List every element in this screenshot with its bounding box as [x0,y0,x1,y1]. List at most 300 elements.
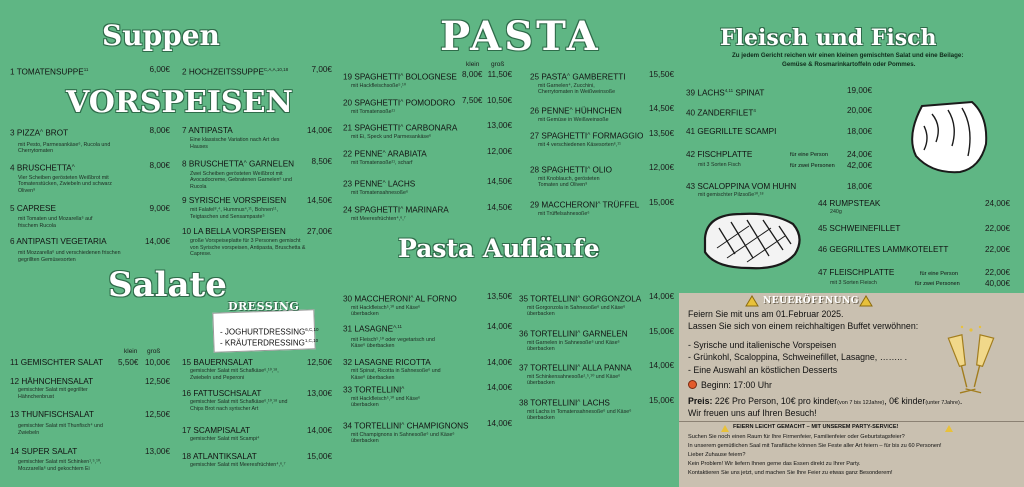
menu-item [686,106,756,119]
item-price: 14,00€ [486,419,512,428]
item-price: 19,00€ [846,86,872,95]
item-description: mit Hackfleischsoße⁵,¹⁰ [351,82,406,89]
item-number: 32 [343,358,353,367]
menu-item [530,163,640,189]
party-line-3: Lieber Zuhause feiern? [688,452,746,458]
item-name-suffix: FORMAGGIO [590,131,644,141]
item-name: BAUERNSALAT [193,358,253,367]
item-name: FLEISCHPLATTE [829,268,895,277]
item-name: PASTA [541,72,568,82]
celebration-icon [944,424,954,433]
item-price: 14,00€ [306,426,332,435]
allergen-code: A [71,163,75,168]
allergen-code: 4,11 [724,88,734,93]
item-price: 14,50€ [486,203,512,212]
item-description: mit Trüffelsahnesoße⁶ [538,210,590,217]
allergen-code: A [401,421,405,426]
event-title: NEUERÖFFNUNG [763,296,859,306]
menu-item [343,203,463,222]
menu-item [530,129,644,148]
dressing-kraeuter: - $KRÄUTERDRESSING^{1,C,10}$ [220,338,319,348]
item-name: BRUSCHETTA [188,159,244,169]
item-description: mit Tomatensoße¹¹, scharf [351,159,413,166]
allergen-code: 11 [83,67,89,72]
item-description: mit Champignons in Sahnesoße⁶ und Käse⁶ überbacken [351,431,455,445]
menu-item [10,126,130,155]
menu-item [519,292,642,318]
menu-item [10,204,130,229]
menu-item [818,245,948,255]
menu-item [530,70,640,96]
allergen-code: A [382,179,386,184]
item-number: 9 [182,196,187,205]
item-price: 22,00€ [984,245,1010,254]
item-price: 13,00€ [144,447,170,456]
item-description: mit Gorgonzola in Sahnesoße⁶ und Käse⁶ überbacken [527,304,626,318]
item-name: SCAMPISALAT [193,426,251,435]
item-description: mit Pesto, Parmesankäse⁶, Rucola und Cherrytomaten [18,141,111,155]
item-number: 24 [343,205,353,215]
allergen-code: A [577,363,581,368]
allergen-code: A [569,106,573,111]
column-klein: klein [124,348,138,355]
champagne-glasses-icon [926,322,1016,402]
item-price: 14,50€ [486,177,512,186]
menu-item [182,65,288,78]
allergen-code: C,A,A,10,18 [263,67,289,72]
item-name: ANTIPASTI VEGETARIA [16,237,107,246]
item-name-suffix: OLIO [590,165,613,175]
item-number: 43 [686,182,696,191]
item-description: große Vorspeiseplatte für 3 Personen gemischt von Syrische vorspeisen, Antipasta, Bruschetta & Caprese. [190,238,306,258]
celebration-icon [744,295,760,307]
item-name-suffix: LACHS [580,398,610,408]
item-number: 11 [10,358,19,367]
item-name: PENNE [541,106,570,116]
portion-one-person: für eine Person [790,152,828,158]
item-name-suffix: GARNELEN [580,329,628,339]
item-name: PENNE [354,179,383,189]
portion-two-persons: für zwei Personen [915,281,960,287]
item-price: 24,00€ [846,150,872,159]
item-name-suffix: GORGONZOLA [580,294,642,304]
fish-fillet-icon [902,96,992,176]
column-klein: klein [466,61,480,68]
item-name: SCHWEINEFILLET [829,224,901,233]
party-line-2: In unserem gemütlichen Saal mit Tarafläche können Sie Feste aller Art feiern – für bis zu 60 Personen! [688,443,942,449]
item-name-suffix: ARABIATA [385,149,427,159]
heading-fleisch-fisch: Fleisch und Fisch [720,25,937,51]
item-name-suffix: TRÜFFEL [600,200,640,210]
item-price: 22,00€ [984,268,1010,277]
menu-item [519,361,639,387]
item-number: 22 [343,149,353,159]
item-price: 18,00€ [846,182,872,191]
item-number: 10 [182,227,192,236]
item-name: TORTELLINI [530,363,578,373]
heading-suppen: Suppen [102,19,220,52]
item-description: mit Meeresfrüchten⁴,⁶,⁷ [351,215,406,222]
item-description: mit 3 Sorten Fleisch [830,280,877,286]
item-number: 35 [519,294,529,304]
item-price: 18,00€ [846,127,872,136]
item-name-suffix: SPINAT [733,88,765,98]
celebration-icon [858,295,874,307]
item-price: 14,00€ [144,237,170,246]
party-line-4: Kein Problem! Wir liefern Ihnen gerne das Essen direkt zu Ihrer Party. [688,461,861,467]
item-name: SYRISCHE VORSPEISEN [188,196,287,205]
menu-item [343,292,463,318]
item-price: 14,00€ [306,126,332,135]
menu-item [343,322,463,350]
item-price: 13,00€ [486,121,512,130]
item-description: gemischter Salat mit gegrillter Hähnchenbrust [18,387,88,400]
menu-item [686,182,796,199]
panel-divider [679,421,1024,422]
item-price: 14,00€ [648,292,674,301]
menu-item [818,268,894,287]
item-price-klein: 5,50€ [118,358,139,367]
item-name: TORTELLINI [530,329,578,339]
item-name: SPAGHETTI [354,98,401,108]
item-name: MACCHERONI [354,294,411,304]
item-number: 13 [10,410,20,419]
item-description: gemischter Salat mit Thunfisch⁴ und Zwiebeln [18,423,103,436]
menu-item [182,196,312,220]
item-name: TORTELLINI [354,385,402,395]
item-price: 10,50€ [486,96,512,105]
item-description: mit 4 verschiedenen Käsesorten⁶,¹¹ [538,141,621,148]
item-price: 13,50€ [486,292,512,301]
menu-item [182,157,312,191]
item-name-suffix: POMODORO [403,98,456,108]
item-price-two-persons: 42,00€ [846,161,872,170]
item-description: Zwei Scheiben gerösteten Weißbrot mit Avocadocreme, Gebratenen Garnelen⁶ und Rucola [190,170,292,190]
menu-item [343,358,463,381]
item-name: PIZZA [16,128,41,138]
item-number: 1 [10,67,15,77]
item-name-suffix: CARBONARA [403,123,458,133]
item-number: 33 [343,385,353,395]
item-name: GEMISCHTER SALAT [20,358,103,367]
item-name-suffix: ALLA PANNA [580,363,632,373]
menu-item [343,96,463,115]
item-price: 10,00€ [144,358,170,367]
item-number: 40 [686,108,696,118]
item-number: 30 [343,294,353,304]
heading-pasta: PASTA [440,13,601,60]
celebration-icon [720,424,730,433]
item-description: mit Falafel⁸,⁴, Hummus⁴,¹¹, Bohnen¹¹, Teigtaschen und Sensampaste⁵ [190,207,279,220]
item-price: 15,00€ [306,452,332,461]
menu-item [686,150,752,169]
item-number: 25 [530,72,540,82]
item-description: mit 3 Sorten Fisch [698,162,741,168]
item-price-two-persons: 40,00€ [984,279,1010,288]
item-price: 22,00€ [984,224,1010,233]
menu-item [343,177,463,196]
item-number: 2 [182,67,187,77]
column-gross: groß [147,348,161,355]
menu-item [530,198,640,217]
item-number: 7 [182,126,187,135]
item-number: 5 [10,204,15,213]
event-line-2: Lassen Sie sich von einem reichhaltigen Buffet verwöhnen: [688,321,919,331]
allergen-code: A [587,131,591,136]
item-price: 13,00€ [306,389,332,398]
item-name-suffix: HÜHNCHEN [572,106,622,116]
item-number: 38 [519,398,529,408]
item-name: ATLANTIKSALAT [192,452,257,461]
item-description: mit Lachs in Tomatensahnesoße⁶ und Käse⁶ überbacken [527,408,632,422]
item-number: 27 [530,131,540,141]
item-name: TOMATENSUPPE [16,67,84,77]
item-description: gemischter Salat mit Meeresfrüchten⁴,⁶,⁷ [190,462,286,468]
item-name-suffix: LACHS [385,179,416,189]
item-number: 41 [686,127,696,136]
item-number: 36 [519,329,529,339]
allergen-code: A [577,398,581,403]
item-name: SCALOPPINA VOM HUHN [697,182,797,191]
event-line-1: Feiern Sie mit uns am 01.Februar 2025. [688,309,844,319]
heading-salate: Salate [108,265,227,305]
item-price: 14,50€ [306,196,332,205]
item-description: mit Hackfleisch⁵,¹⁰ und Käse⁶ überbacken [351,395,421,409]
item-number: 47 [818,268,828,277]
item-description: mit Mozzarella⁶ und verschiedenen frischen gegrillten Gemüsesorten [18,250,121,263]
menu-item [686,86,764,99]
event-bullet-3: - Eine Auswahl an köstlichen Desserts [688,365,838,375]
item-price: 12,50€ [306,358,332,367]
item-number: 45 [818,224,828,233]
event-begin: Beginn: 17:00 Uhr [688,380,772,391]
item-description: mit Knoblauch, gerösteten Tomaten und Oliven⁹ [538,175,600,189]
allergen-code: A [577,294,581,299]
menu-item [530,104,640,123]
item-number: 23 [343,179,353,189]
item-number: 4 [10,163,15,173]
menu-item [343,70,463,89]
menu-item [343,419,473,445]
item-description: mit Tomaten und Mozarella⁶ auf frischem Rucola [18,216,93,229]
item-number: 37 [519,363,529,373]
item-name-suffix: MARINARA [403,205,449,215]
item-name: SPAGHETTI [354,72,401,82]
dressing-title: DRESSING [228,300,300,313]
item-number: 20 [343,98,353,108]
item-price: 14,00€ [648,361,674,370]
item-number: 3 [10,128,15,138]
item-name: THUNFISCHSALAT [21,410,94,419]
item-number: 15 [182,358,192,367]
heading-pasta-auflaeufe: Pasta Aufläufe [398,234,600,263]
item-name-suffix: CHAMPIGNONS [404,421,469,431]
item-price: 13,50€ [648,129,674,138]
item-description: mit Spinat, Ricotta in Sahnesoße⁶ und Käse⁶ überbacken [351,368,441,381]
item-price: 8,00€ [149,161,170,170]
item-name: SUPER SALAT [21,447,78,456]
allergen-code: A [587,165,591,170]
item-name: TORTELLINI [354,421,402,431]
item-number: 8 [182,159,187,169]
menu-item [10,237,140,263]
item-description: mit Ei, Speck und Parmesankäse⁶ [351,133,432,140]
item-price: 11,50€ [487,70,512,79]
item-price: 14,50€ [648,104,674,113]
menu-item [519,327,639,353]
item-price: 14,00€ [486,322,512,331]
item-name-suffix: AL FORNO [413,294,457,304]
item-description: mit gemischter Pilzsoße¹⁰,¹⁸ [698,192,764,198]
item-number: 46 [818,245,828,254]
item-name: SPAGHETTI [354,123,401,133]
menu-item [10,161,130,195]
item-name: PENNE [354,149,383,159]
item-number: 28 [530,165,540,175]
item-price: 9,00€ [149,204,170,213]
party-title: FEIERN LEICHT GEMACHT – MIT UNSEREM PARTY-SERVICE! [733,424,899,430]
item-number: 16 [182,389,192,398]
item-number: 34 [343,421,353,431]
item-description: mit Schinkensahnesoße¹,⁵,¹⁰ und Käse⁶ überbacken [527,373,621,387]
item-name: FISCHPLATTE [697,150,753,159]
item-name-suffix: GAMBERETTI [570,72,626,82]
allergen-code: A [567,72,571,77]
item-description: gemischter Salat mit Schafkäse⁶,¹⁰,¹⁸ und Chips Brot nach syrischer Art [190,399,288,412]
allergen-code: A [400,123,404,128]
item-name: TORTELLINI [530,398,578,408]
menu-item [343,383,463,409]
item-price: 27,00€ [306,227,332,236]
item-description: gemischter Salat mit Scampi⁴ [190,436,260,442]
item-name-suffix: BOLOGNESE [403,72,457,82]
item-price: 14,00€ [486,358,512,367]
item-name: TORTELLINI [530,294,578,304]
item-name: HOCHZEITSSUPPE [188,67,264,77]
menu-item [818,224,900,234]
allergen-code: A [382,149,386,154]
item-description: mit Garnelen⁴, Zucchini, Cherrytomaten in Weißweinsoße [538,82,616,96]
item-price: 15,00€ [648,396,674,405]
item-name: SPAGHETTI [541,165,588,175]
menu-item [10,377,130,400]
menu-item [818,199,880,216]
menu-item [10,358,103,368]
item-description: mit Gemüse in Weißweinsoße [538,116,609,123]
item-name: LASAGNE RICOTTA [354,358,431,367]
item-name: SPAGHETTI [541,131,588,141]
item-name: ZANDERFILET [697,108,754,118]
event-bullet-1: - Syrische und italienische Vorspeisen [688,340,837,350]
intro-line-1: Zu jedem Gericht reichen wir einen kleinen gemischten Salat und eine Beilage: [732,52,964,59]
item-name: LA BELLA VORSPEISEN [193,227,286,236]
item-price: 15,00€ [648,327,674,336]
item-description: Eine klassische Variation nach Art des Hauses [190,137,280,150]
item-number: 18 [182,452,192,461]
item-price: 20,00€ [846,106,872,115]
allergen-code: A [400,72,404,77]
event-bullet-2: - Grünkohl, Scaloppina, Schweinefillet, Lasagne, …….. . [688,352,908,362]
item-description: Vier Scheiben gerösteten Weißbrot mit Tomatenstücken, Zwiebeln und schwarz Oliven⁹ [18,174,112,194]
party-line-1: Suchen Sie noch einen Raum für Ihre Firmenfeier, Familienfeier oder Geburtstagsfeier? [688,434,905,440]
portion-one-person: für eine Person [920,271,958,277]
menu-item [182,126,312,150]
item-description: 240g [830,209,842,215]
item-name: MACCHERONI [541,200,598,210]
item-name: GEGRILLTE SCAMPI [697,127,777,136]
allergen-code: A [40,128,44,133]
allergen-code: A [410,294,414,299]
item-description: mit Garnelen in Sahnesoße⁶ und Käse⁶ überbacken [527,339,620,353]
item-price: 14,00€ [486,383,512,392]
steak-icon [697,208,807,274]
item-number: 26 [530,106,540,116]
item-description: mit Fleisch⁵,¹⁰ oder vegetarisch und Käse⁶ überbacken [351,336,435,350]
item-price-klein: 7,50€ [462,96,483,105]
menu-item [182,227,312,258]
portion-two-persons: für zwei Personen [790,163,835,169]
menu-item [10,410,130,436]
item-price: 15,50€ [648,70,674,79]
item-description: gemischter Salat mit Schinken¹,⁵,¹⁰, Mozzarella⁶ und gekochtem Ei [18,459,102,472]
menu-item [343,147,463,166]
allergen-code: A [597,200,601,205]
item-price: 12,50€ [144,377,170,386]
item-price: 12,50€ [144,410,170,419]
item-price: 7,00€ [311,65,332,74]
dressing-joghurt: - $JOGHURTDRESSING^{6,C,10}$ [220,327,319,337]
item-description: mit Hackfleisch⁵,¹⁰ und Käse⁶ überbacken [351,304,421,318]
item-number: 17 [182,426,192,435]
item-name: SPAGHETTI [354,205,401,215]
item-price: 15,00€ [648,198,674,207]
event-closing: Wir freuen uns auf Ihren Besuch! [688,408,817,418]
item-name: LACHS [697,88,725,98]
item-name: GEGRILLTES LAMMKOTELETT [829,245,949,254]
column-gross: groß [491,61,505,68]
item-price: 6,00€ [149,65,170,74]
item-price: 8,00€ [149,126,170,135]
item-name: CAPRESE [16,204,56,213]
item-price-klein: 8,00€ [462,70,483,79]
item-number: 12 [10,377,20,386]
item-description: mit Tomatensahnesoße⁶ [351,189,409,196]
item-number: 29 [530,200,540,210]
item-description: gemischter Salat mit Schafkäse⁶,¹⁰,¹⁸, Zwiebeln und Peperoni [190,368,279,381]
item-price: 12,00€ [648,163,674,172]
item-description: mit Tomatensoße¹¹ [351,108,396,115]
event-price: Preis: 22€ Pro Person, 10€ pro kinder(von 7 bis 12Jahre), 0€ kinder(unter 7Jahre). [688,396,963,406]
item-name: FATTUSCHSALAT [193,389,262,398]
item-number: 44 [818,199,828,208]
item-name: LASAGNE [354,324,394,334]
allergen-code: A [401,385,405,390]
menu-item [10,447,130,472]
item-name-suffix: BROT [43,128,69,138]
item-name-suffix: GARNELEN [246,159,295,169]
item-number: 31 [343,324,353,334]
party-line-5: Kontaktieren Sie uns jetzt, und machen Sie Ihre Feier zu etwas ganz Besonderem! [688,470,893,476]
allergen-code: A [400,205,404,210]
item-number: 19 [343,72,353,82]
item-name: ANTIPASTA [188,126,233,135]
clock-icon [688,380,697,389]
item-number: 21 [343,123,353,133]
item-number: 39 [686,88,696,98]
allergen-code: 4 [753,108,756,113]
allergen-code: A,11 [393,324,403,329]
allergen-code: A [577,329,581,334]
